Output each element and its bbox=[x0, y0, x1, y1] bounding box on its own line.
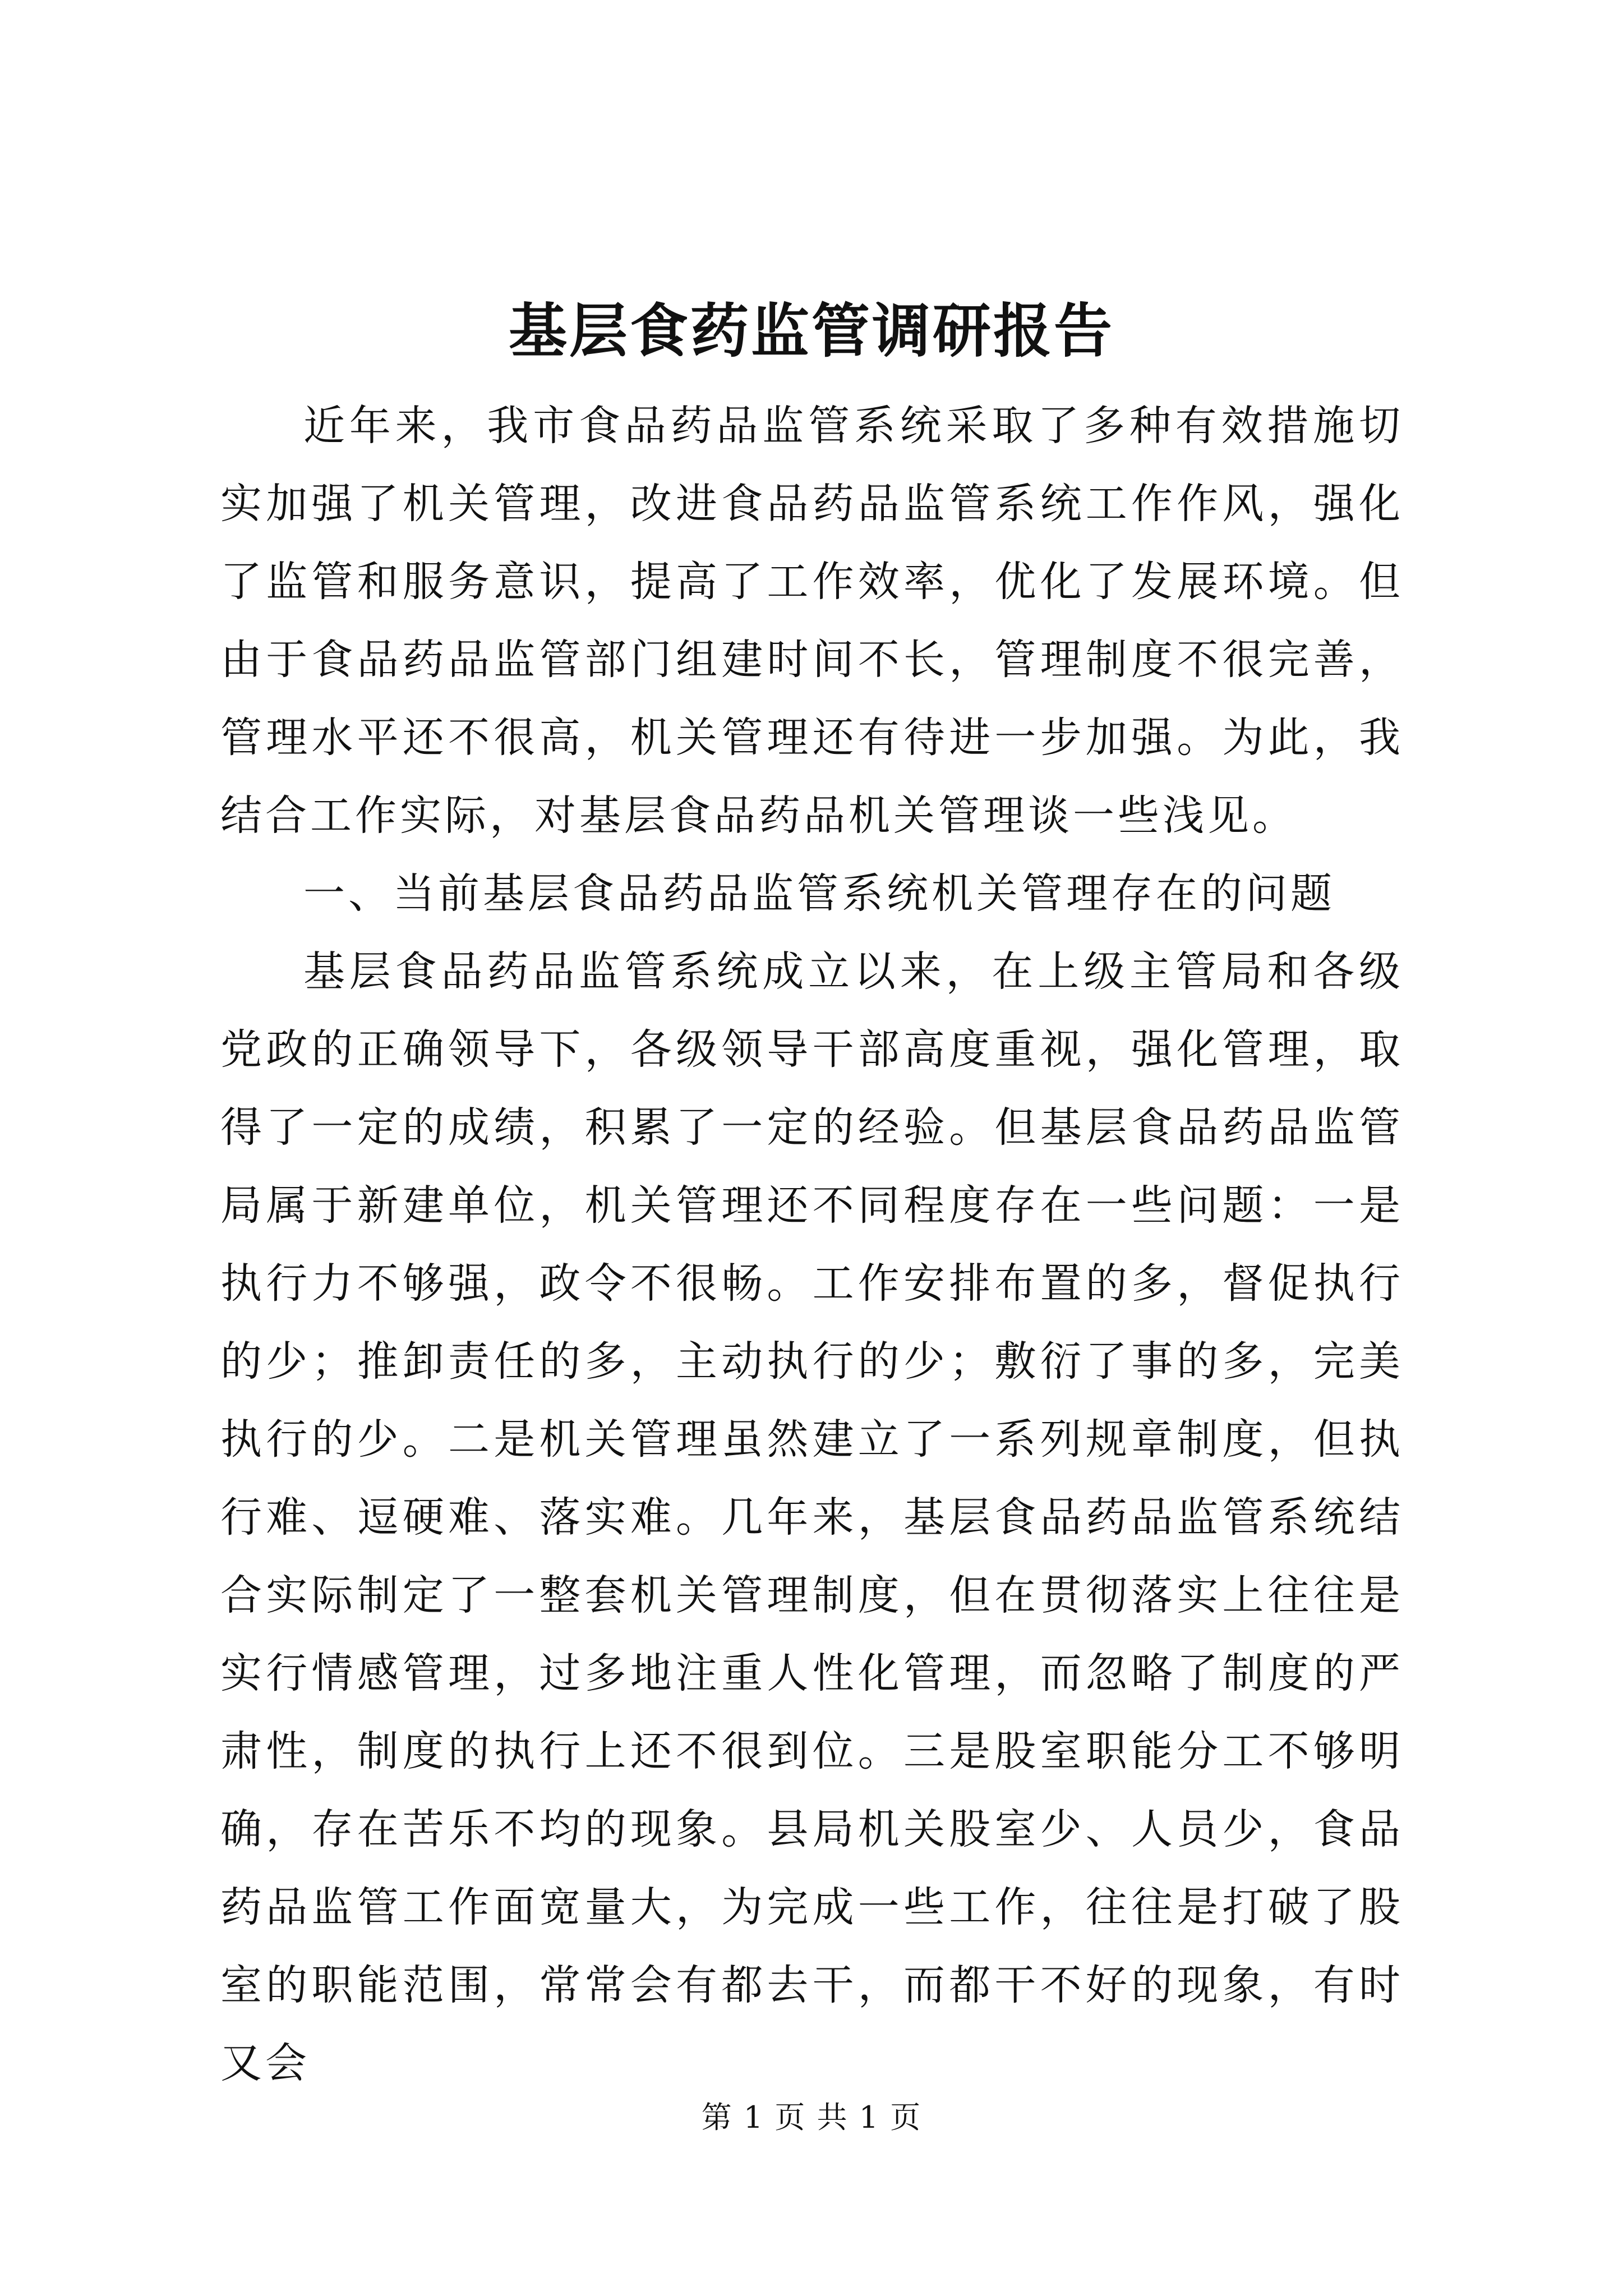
document-title: 基层食药监管调研报告 bbox=[508, 296, 1114, 365]
paragraph-problems: 基层食品药品监管系统成立以来，在上级主管局和各级党政的正确领导下，各级领导干部高度重视，强化管理，取得了一定的成绩，积累了一定的经验。但基层食品药品监管局属于新建单位，机关管理还不同程度存在一些问题：一是执行力不够强，政令不很畅。工作安排布置的多，督促执行的少；推卸责任的多，主动执行的少；敷衍了事的多，完美执行的少。二是机关管理虽然建立了一系列规章制度，但执行难、逗硬难、落实难。几年来，基层食品药品监管系统结合实际制定了一整套机关管理制度，但在贯彻落实上往往是实行情感管理，过多地注重人性化管理，而忽略了制度的严肃性，制度的执行上还不很到位。三是股室职能分工不够明确，存在苦乐不均的现象。县局机关股室少、人员少，食品药品监管工作面宽量大，为完成一些工作，往往是打破了股室的职能范围，常常会有都去干，而都干不好的现象，有时又会 bbox=[220, 947, 1404, 2087]
page-footer: 第 1 页 共 1 页 bbox=[701, 2100, 922, 2135]
document-body bbox=[220, 387, 1404, 2102]
section-heading-1: 一、当前基层食品药品监管系统机关管理存在的问题 bbox=[303, 869, 1335, 918]
paragraph-intro: 近年来，我市食品药品监管系统采取了多种有效措施切实加强了机关管理，改进食品药品监管系统工作作风，强化了监管和服务意识，提高了工作效率，优化了发展环境。但由于食品药品监管部门组建时间不长，管理制度不很完善，管理水平还不很高，机关管理还有待进一步加强。为此，我结合工作实际，对基层食品药品机关管理谈一些浅见。 bbox=[220, 402, 1404, 840]
